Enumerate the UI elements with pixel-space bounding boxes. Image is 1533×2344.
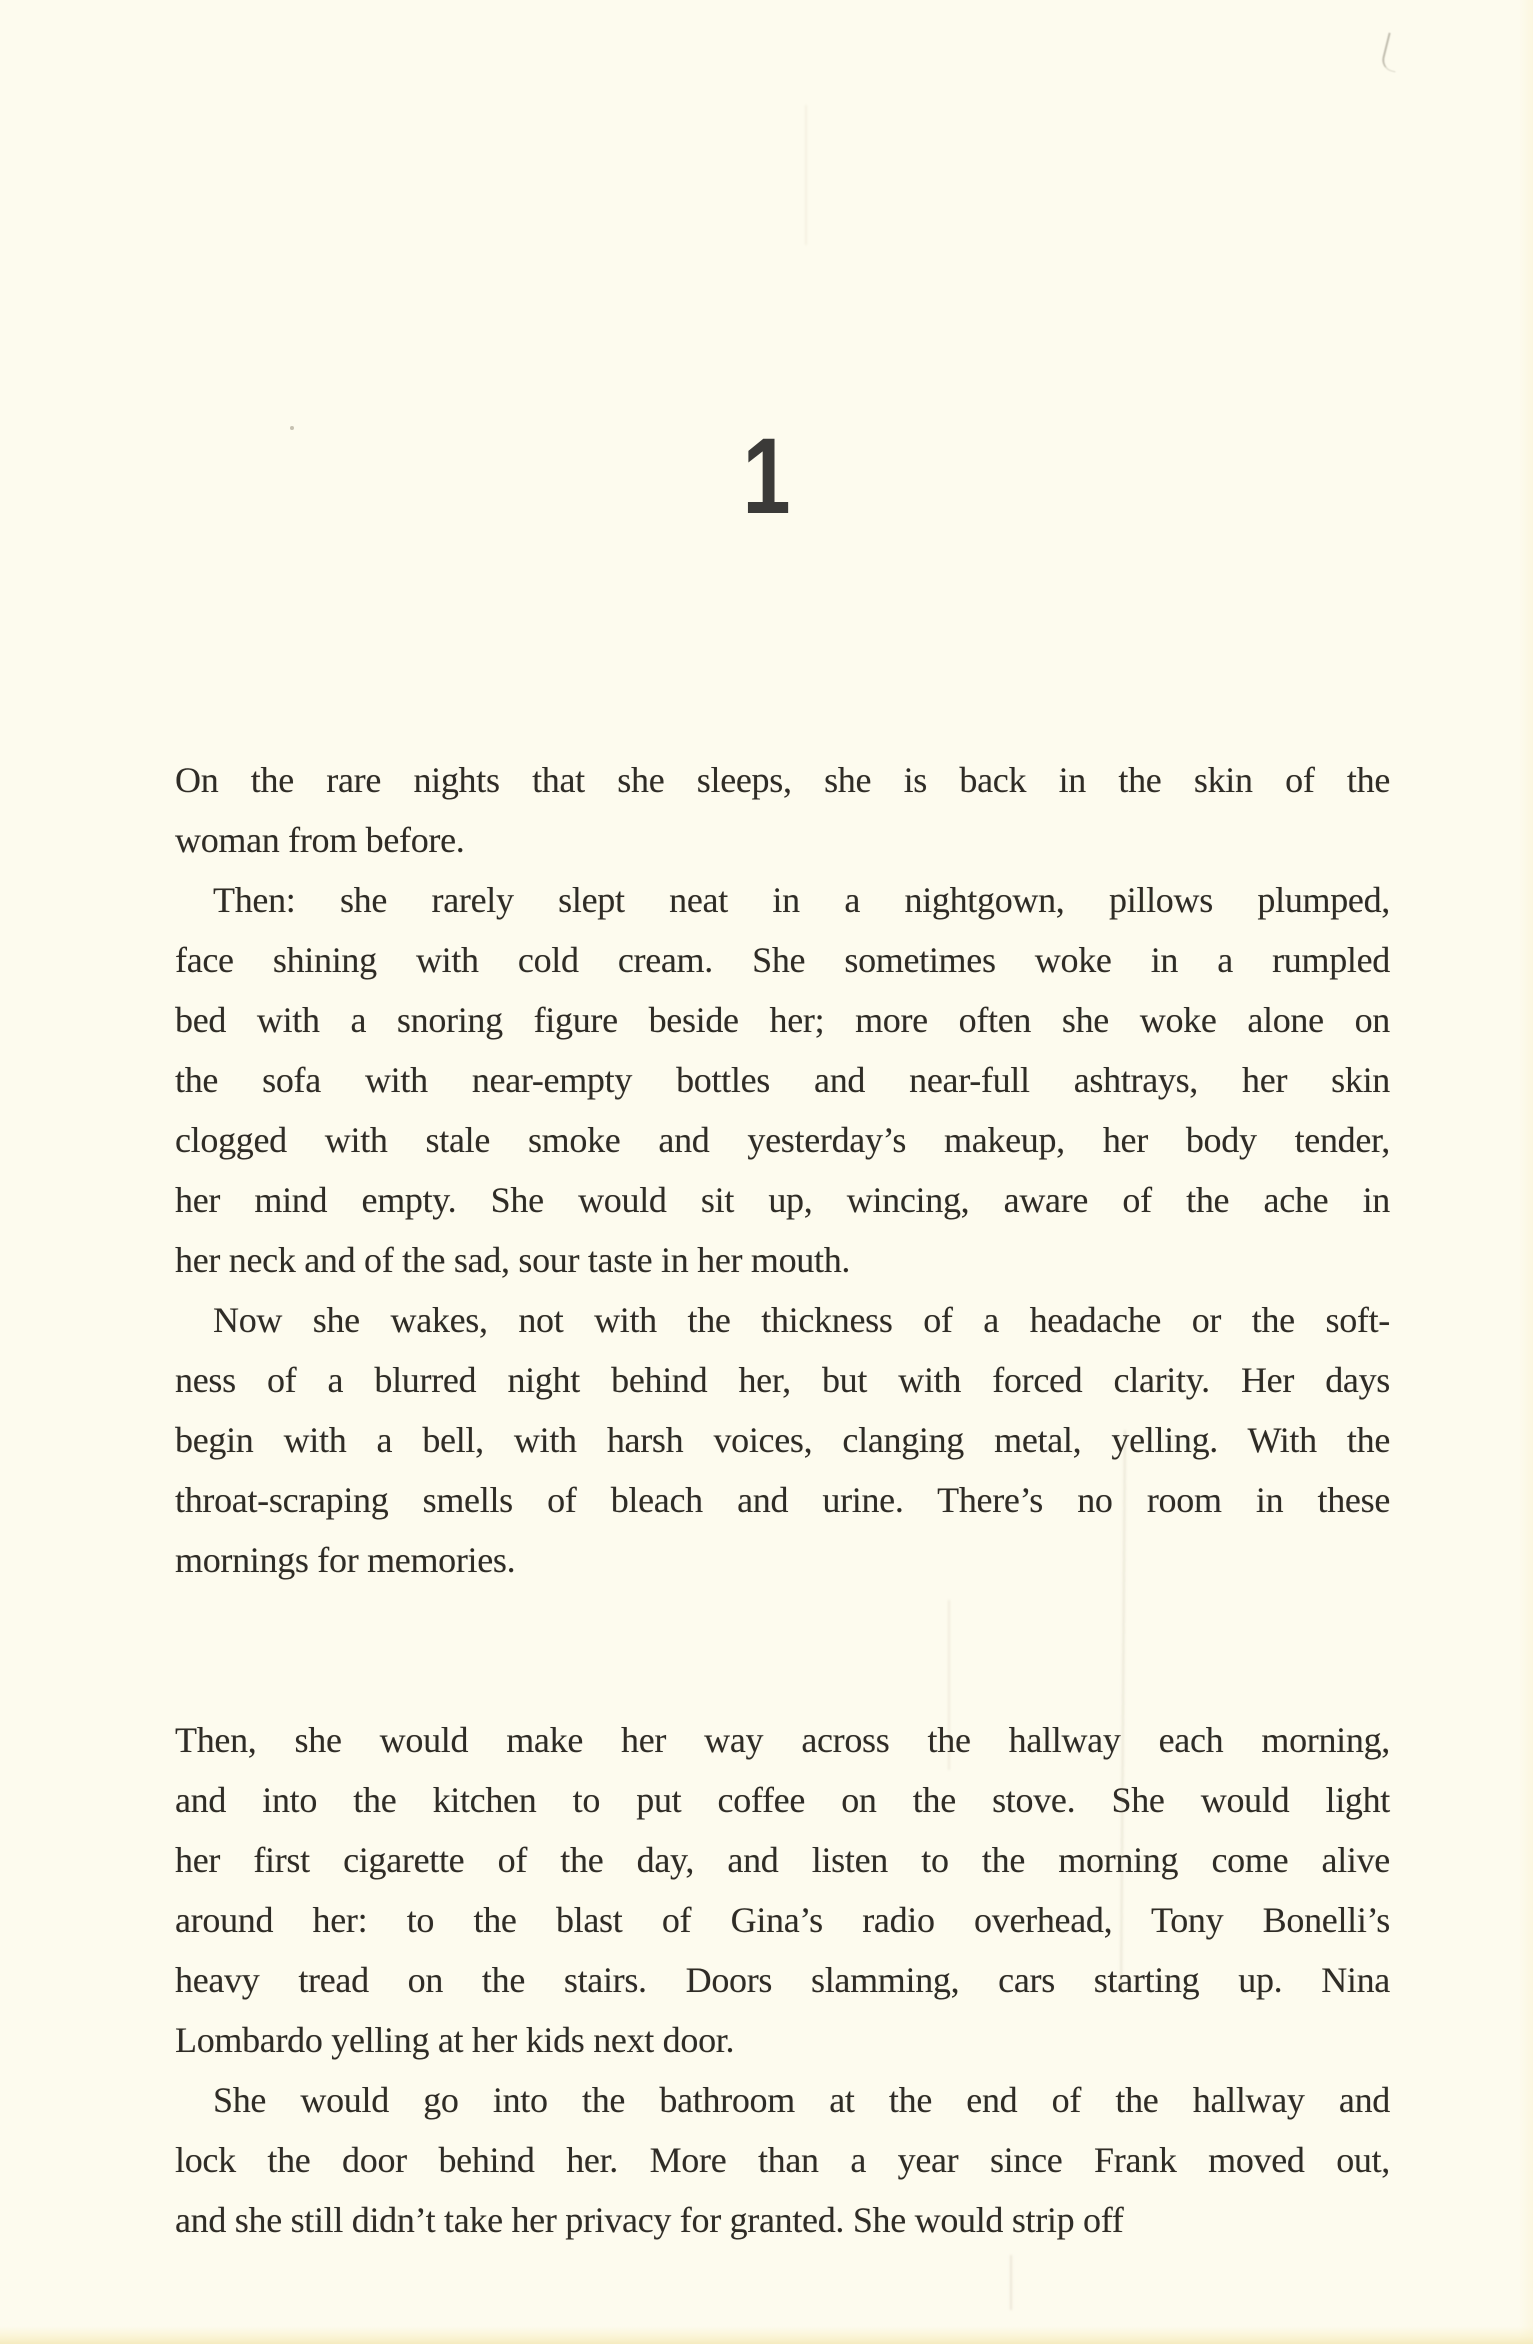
paragraph [175,870,1390,1290]
chapter-number: 1 [742,415,791,536]
scan-speck [290,426,294,430]
text-line: bed with a snoring figure beside her; more often she woke alone on [175,1000,1390,1040]
text-line: Then, she would make her way across the hallway each morning, [175,1720,1390,1760]
text-line: clogged with stale smoke and yesterday’s makeup, her body tender, [175,1120,1390,1160]
text-line: her mind empty. She would sit up, wincing, aware of the ache in [175,1180,1390,1220]
text-line: woman from before. [175,820,465,860]
text-line: face shining with cold cream. She sometimes woke in a rumpled [175,940,1390,980]
text-line: She would go into the bathroom at the end of the hallway and [213,2080,1390,2120]
text-line: ness of a blurred night behind her, but with forced clarity. Her days [175,1360,1390,1400]
text-line: and she still didn’t take her privacy for granted. She would strip off [175,2200,1124,2240]
text-line: Then: she rarely slept neat in a nightgown, pillows plumped, [213,880,1390,920]
page-bottom-edge-tint [0,2326,1533,2344]
text-line: her first cigarette of the day, and listen to the morning come alive [175,1840,1390,1880]
paragraph [175,2070,1390,2250]
text-line: begin with a bell, with harsh voices, clanging metal, yelling. With the [175,1420,1390,1460]
text-line: mornings for memories. [175,1540,516,1580]
text-line: and into the kitchen to put coffee on the stove. She would light [175,1780,1390,1820]
paragraph [175,750,1390,870]
text-line: Now she wakes, not with the thickness of a headache or the soft- [213,1300,1390,1340]
text-line: her neck and of the sad, sour taste in her mouth. [175,1240,851,1280]
body-text-block [175,750,1390,2250]
text-line: heavy tread on the stairs. Doors slamming, cars starting up. Nina [175,1960,1390,2000]
text-line: around her: to the blast of Gina’s radio overhead, Tony Bonelli’s [175,1900,1390,1940]
text-line: lock the door behind her. More than a year since Frank moved out, [175,2140,1390,2180]
page-right-edge-tint [1519,0,1533,2344]
paragraph [175,1290,1390,1590]
scan-crease [1010,2255,1012,2310]
scan-crease [805,105,807,245]
scan-crease [948,1600,950,1770]
text-line: Lombardo yelling at her kids next door. [175,2020,735,2060]
paragraph [175,1710,1390,2070]
scan-fiber-mark [1380,33,1404,73]
text-line: the sofa with near-empty bottles and near-full ashtrays, her skin [175,1060,1390,1100]
text-line: On the rare nights that she sleeps, she is back in the skin of the [175,760,1390,800]
text-line: throat-scraping smells of bleach and urine. There’s no room in these [175,1480,1390,1520]
